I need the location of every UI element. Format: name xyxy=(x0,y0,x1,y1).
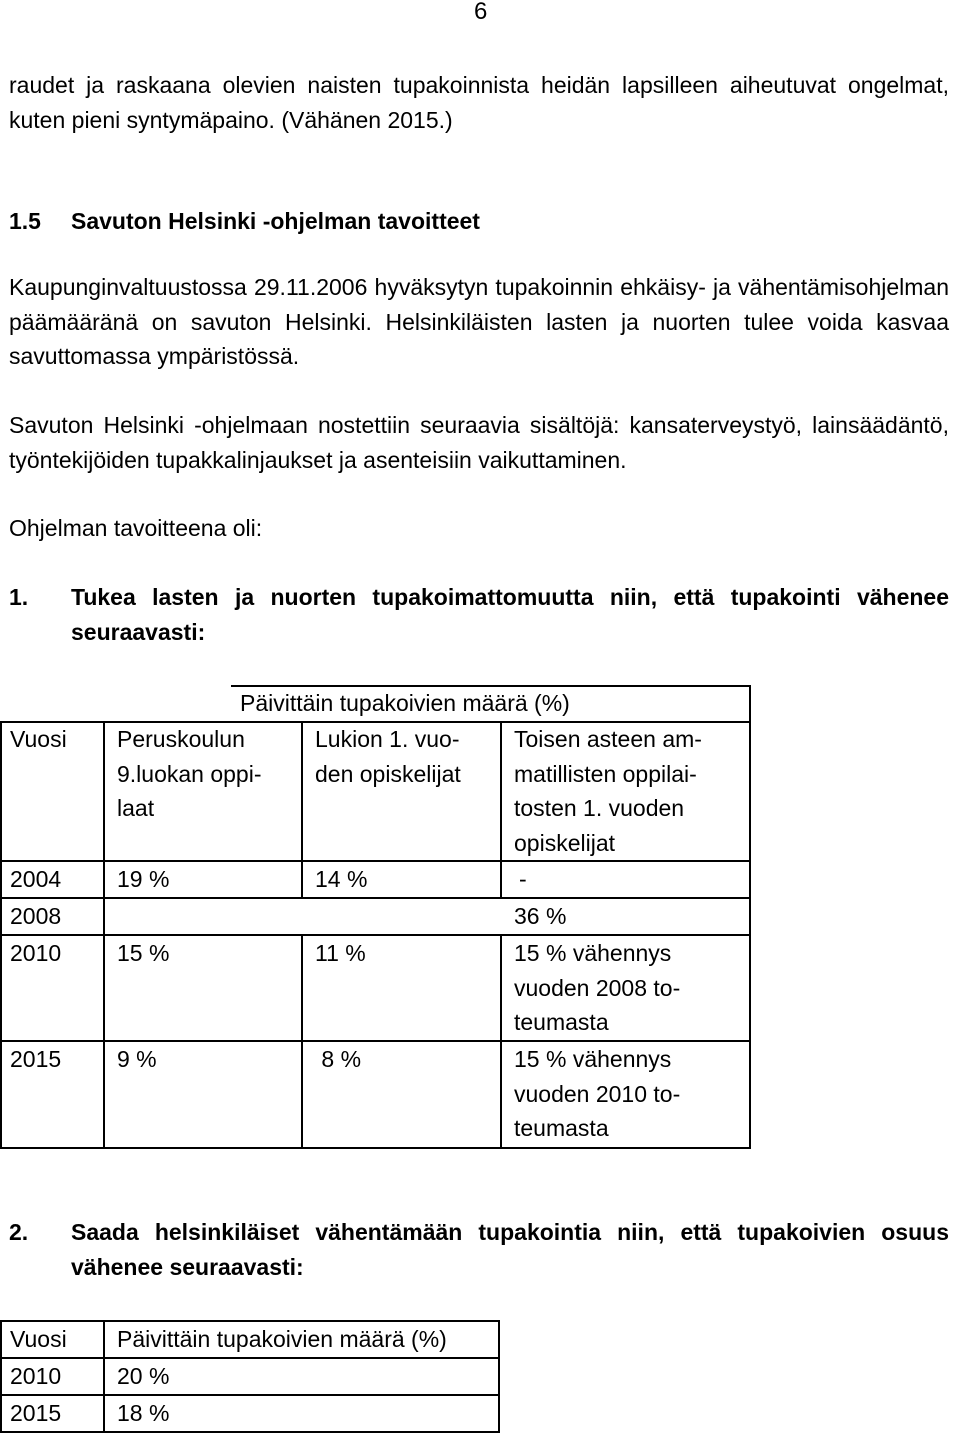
table-2-header-year: Vuosi xyxy=(10,1326,67,1352)
header-b-line: Lukion 1. vuo- xyxy=(315,726,460,752)
table-cell: 36 % xyxy=(514,903,567,929)
table-row-year: 2010 xyxy=(10,940,62,966)
header-a-line: laat xyxy=(117,795,155,821)
goal-2-text: Saada helsinkiläiset vähentämään tupakointia niin, että tupakoivien osuus vähenee seuraavasti: xyxy=(71,1219,949,1280)
table-row-year: 2008 xyxy=(10,903,62,929)
table-row-year: 2010 xyxy=(10,1363,62,1389)
table-row-year: 2015 xyxy=(10,1400,62,1426)
goal-1-text: Tukea lasten ja nuorten tupakoimattomuutta niin, että tupakointi vähenee seuraavasti: xyxy=(71,584,949,645)
header-a-line: Peruskoulun xyxy=(117,726,245,752)
goal-1-number: 1. xyxy=(9,584,29,610)
cell-line: vuoden 2010 to- xyxy=(514,1080,681,1107)
table-cell: 11 % xyxy=(315,940,366,966)
header-c-line: tosten 1. vuoden xyxy=(514,795,685,821)
intro-text: raudet ja raskaana olevien naisten tupakoinnista heidän lapsilleen aiheutuvat ongelmat, kuten pieni syntymäpaino. (Vähänen 2015.) xyxy=(9,72,949,133)
table-1-group-header: Päivittäin tupakoivien määrä (%) xyxy=(240,690,570,716)
paragraph-1-text: Kaupunginvaltuustossa 29.11.2006 hyväksytyn tupakoinnin ehkäisy- ja vähentämisohjelman päämääränä on savuton Helsinki. Helsinkiläisten lasten ja nuorten tulee voida kasvaa savuttomassa ympäristössä. xyxy=(9,274,949,369)
table-cell: 19 % xyxy=(117,866,170,892)
table-cell: 20 % xyxy=(117,1363,170,1389)
header-c-line: Toisen asteen am- xyxy=(514,726,702,752)
cell-line: teumasta xyxy=(514,1115,609,1141)
cell-line: 15 % vähennys xyxy=(514,1046,672,1072)
table-1-header-year: Vuosi xyxy=(10,726,67,752)
section-title: Savuton Helsinki -ohjelman tavoitteet xyxy=(71,208,480,234)
goal-2-number: 2. xyxy=(9,1219,29,1245)
paragraph-2-text: Savuton Helsinki -ohjelmaan nostettiin seuraavia sisältöjä: kansaterveystyö, lainsäädäntö, työntekijöiden tupakkalinjaukset ja asenteisiin vaikuttaminen. xyxy=(9,412,949,473)
table-cell: - xyxy=(519,866,527,892)
goals-intro-text: Ohjelman tavoitteena oli: xyxy=(9,515,263,541)
table-row-year: 2015 xyxy=(10,1046,62,1072)
page-number: 6 xyxy=(474,0,488,25)
table-cell: 14 % xyxy=(315,866,368,892)
cell-line: vuoden 2008 to- xyxy=(514,974,681,1001)
table-cell: 8 % xyxy=(315,1046,362,1072)
cell-line: 15 % vähennys xyxy=(514,940,672,966)
table-cell: 15 % xyxy=(117,940,170,966)
table-cell: 18 % xyxy=(117,1400,170,1426)
cell-line: teumasta xyxy=(514,1009,609,1035)
section-number: 1.5 xyxy=(9,208,41,234)
header-b-line: den opiskelijat xyxy=(315,760,461,787)
table-row-year: 2004 xyxy=(10,866,62,892)
header-c-line: opiskelijat xyxy=(514,829,615,856)
table-2-header-value: Päivittäin tupakoivien määrä (%) xyxy=(117,1326,447,1352)
table-cell: 9 % xyxy=(117,1046,157,1072)
header-a-line: 9.luokan oppi- xyxy=(117,760,262,787)
header-c-line: matillisten oppilai- xyxy=(514,760,697,787)
